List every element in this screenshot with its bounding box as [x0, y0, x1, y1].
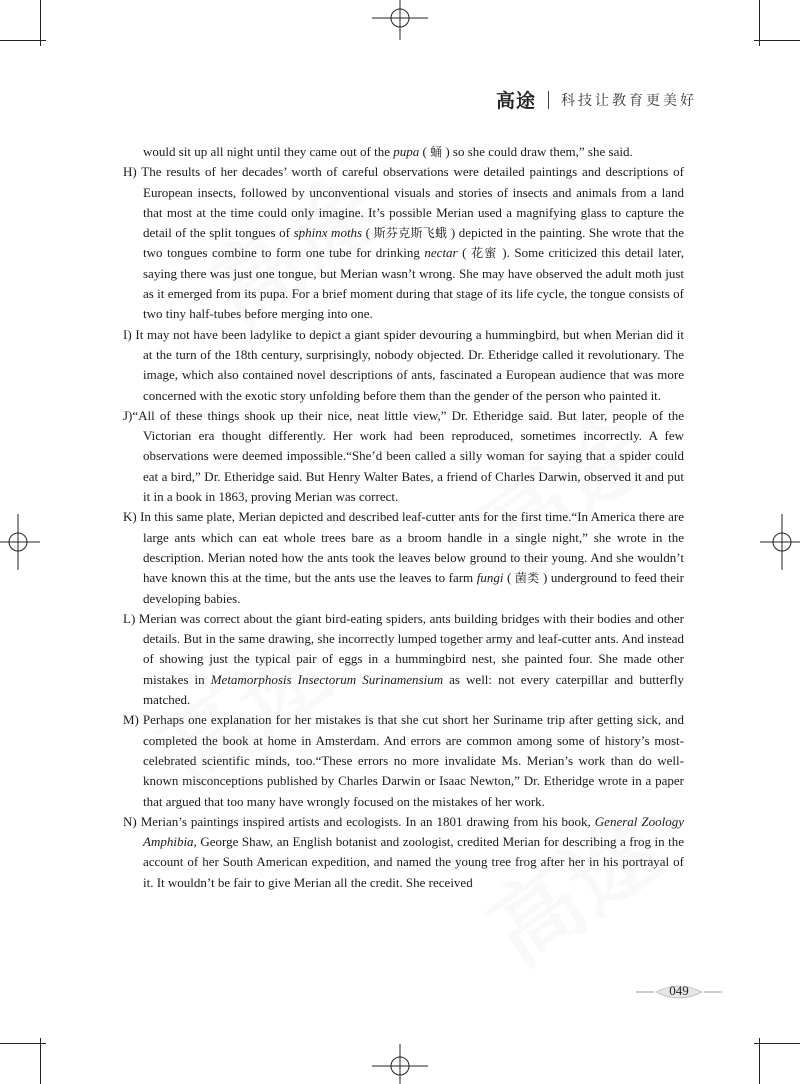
- lettered-paragraph: [123, 609, 684, 710]
- text-run: H) The results of her decades’ worth of careful observations were detailed paintings and descriptions of European insects, followed by unconventional visuals and stories of insects and animals from a land that most at the time could only imagine. It’s possible Merian used a magnifying glass to capture the detail of the split tongues of: [123, 164, 684, 241]
- text-run: J)“All of these things shook up their nice, neat little view,” Dr. Etheridge said. But later, people of the Victorian era thought differently. Her work had been reproduced, sometimes incorrectly. A few observations were deemed impossible.“She’d been called a silly woman for saying that a spider could eat a bird,” Dr. Etheridge said. But Henry Walter Bates, a friend of Charles Darwin, observed it and put it in a book in 1863, proving Merian was correct.: [123, 407, 684, 505]
- lettered-paragraph: [123, 406, 684, 507]
- document-body: [123, 142, 684, 893]
- crop-mark: [754, 1043, 800, 1044]
- text-run: ). Some criticized this detail later, saying there was just one tongue, but Merian wasn’t wrong. She may have observed the adult moth just as it emerged from its pupa. For a brief moment during that stage of its life cycle, the tongue consists of two tiny half-tubes before merging into one.: [143, 245, 684, 322]
- header-divider: [548, 91, 549, 109]
- italic-term: Metamorphosis Insectorum Surinamensium: [210, 671, 444, 687]
- crop-mark: [759, 1038, 760, 1084]
- crop-mark: [754, 40, 800, 41]
- page-number: 049: [669, 983, 689, 998]
- crop-mark: [0, 1043, 46, 1044]
- registration-target-left: [0, 510, 40, 574]
- text-run: ) depicted in the painting. She wrote that the two tongues combine to form one tube for drinking: [143, 225, 685, 261]
- italic-term: General Zoology Amphibia: [143, 813, 684, 850]
- registration-target-top: [368, 0, 432, 40]
- chinese-gloss: 斯芬克斯飞蛾: [373, 226, 448, 241]
- brand-logo: 高途: [495, 90, 536, 112]
- page-number-badge: [636, 982, 722, 1002]
- registration-target-right: [760, 510, 800, 574]
- italic-term: sphinx moths: [293, 225, 363, 241]
- text-run: N) Merian’s paintings inspired artists and ecologists. In an 1801 drawing from his book,: [123, 813, 595, 829]
- italic-term: pupa: [393, 144, 420, 159]
- text-run: M) Perhaps one explanation for her mistakes is that she cut short her Suriname trip after getting sick, and completed the book at home in Amsterdam. And errors are common among some of history’s most-celebrated scientific minds, too.“These errors no more invalidate Ms. Merian’s work than do well-known misconceptions published by Charles Darwin or Isaac Newton,” Dr. Etheridge wrote in a paper that argued that too many have wrongly focused on the mistakes of her work.: [123, 712, 684, 809]
- text-run: (: [457, 245, 472, 261]
- lettered-paragraph: [123, 507, 684, 608]
- text-run: (: [503, 570, 515, 586]
- text-run: (: [362, 225, 374, 241]
- chinese-gloss: 蛹: [430, 145, 443, 159]
- text-run: would sit up all night until they came out of the: [143, 144, 394, 159]
- page-header: [496, 86, 697, 113]
- italic-term: nectar: [424, 245, 458, 261]
- text-run: K) In this same plate, Merian depicted and described leaf-cutter ants for the first time.“In America there are large ants which can eat whole trees bare as a broom handle in a single night,” she wrote in the description. Merian noted how the ants took the leaves below ground to their young. And she wouldn’t have known this at the time, but the ants use the leaves to farm: [123, 509, 684, 586]
- continued-paragraph: [123, 142, 684, 162]
- registration-target-bottom: [368, 1044, 432, 1084]
- text-run: , George Shaw, an English botanist and zoologist, credited Merian for describing a frog in the account of her South American expedition, and named the young tree frog after her in his portrayal of it. It wouldn’t be fair to give Merian all the credit. She received: [143, 834, 684, 890]
- italic-term: fungi: [476, 570, 504, 586]
- text-run: as well: not every caterpillar and butterfly matched.: [143, 671, 684, 708]
- crop-mark: [0, 40, 46, 41]
- chinese-gloss: 花蜜: [471, 246, 498, 261]
- brand-slogan: 科技让教育更美好: [561, 92, 697, 109]
- text-run: L) Merian was correct about the giant bird-eating spiders, ants building bridges with their bodies and other details. But in the same drawing, she incorrectly lumped together army and leaf-cutter ants. And instead of showing just the typical pair of eggs in a hummingbird nest, she painted four. She made other mistakes in: [123, 610, 684, 687]
- text-run: (: [419, 144, 431, 159]
- lettered-paragraph: [123, 710, 684, 811]
- crop-mark: [40, 1038, 41, 1084]
- lettered-paragraph: [123, 812, 684, 893]
- lettered-paragraph: [123, 325, 684, 406]
- text-run: ) so she could draw them,” she said.: [442, 144, 633, 159]
- lettered-paragraph: [123, 162, 684, 324]
- chinese-gloss: 菌类: [514, 571, 540, 586]
- text-run: ) underground to feed their developing babies.: [143, 570, 684, 606]
- text-run: I) It may not have been ladylike to depict a giant spider devouring a hummingbird, but when Merian did it at the turn of the 18th century, surprisingly, nobody objected. Dr. Etheridge called it revolutionary. The image, which also contained novel descriptions of ants, fascinated a European audience that was more concerned with the exotic story unfolding before them than the gender of the person who painted it.: [123, 326, 684, 403]
